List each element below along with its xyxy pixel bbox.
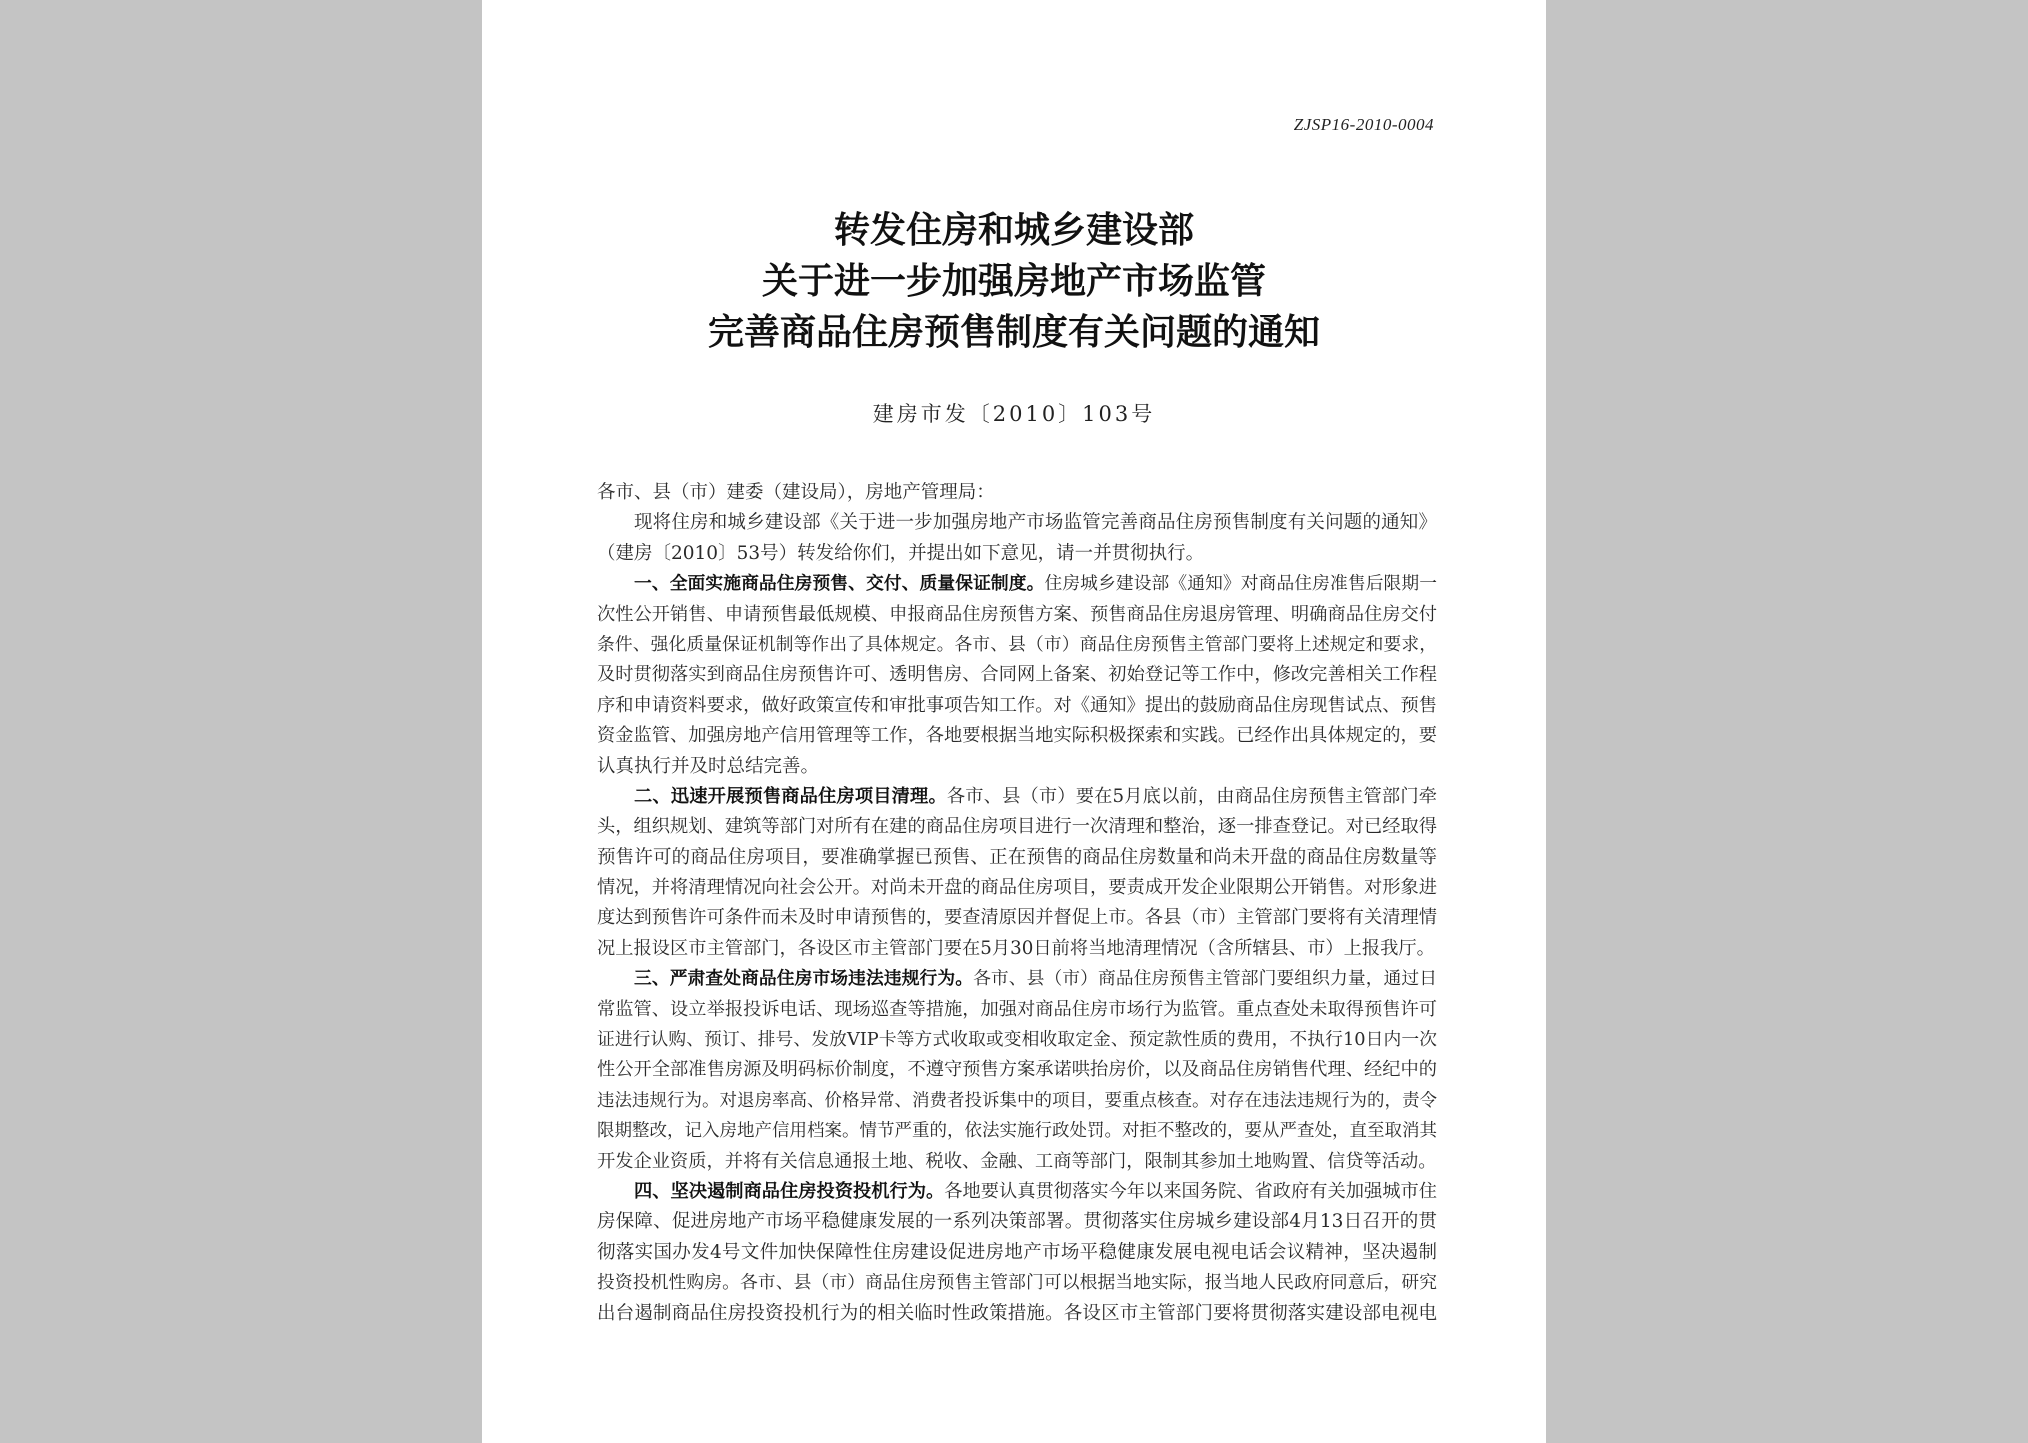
title-line: 转发住房和城乡建设部: [833, 209, 1194, 251]
line-text: 现将住房和城乡建设部《关于进一步加强房地产市场监管完善商品住房预售制度有关问题的通知》: [634, 512, 1437, 534]
line-text: 度达到预售许可条件而未及时申请预售的，要查清原因并督促上市。各县（市）主管部门要将有关清理情: [597, 907, 1437, 929]
body-line: [597, 691, 1437, 721]
body-line: [597, 1086, 1437, 1116]
line-text: 投资投机性购房。各市、县（市）商品住房预售主管部门可以根据当地实际，报当地人民政府同意后，研究: [597, 1273, 1437, 1294]
body-line: [597, 1147, 1437, 1177]
section-heading-line: [597, 964, 1437, 994]
body-line: [597, 660, 1437, 690]
section-heading: 三、严肃查处商品住房市场违法违规行为。: [634, 968, 974, 990]
section-heading: 一、全面实施商品住房预售、交付、质量保证制度。: [634, 573, 1045, 595]
body-line: [597, 600, 1437, 630]
line-text: 房保障、促进房地产市场平稳健康发展的一系列决策部署。贯彻落实住房城乡建设部4月13日召开的贯: [597, 1211, 1437, 1233]
body-line: [597, 478, 1437, 508]
body-line: [597, 903, 1437, 933]
body-line: [597, 1207, 1437, 1237]
line-text: 开发企业资质，并将有关信息通报土地、税收、金融、工商等部门，限制其参加土地购置、信贷等活动。: [597, 1150, 1437, 1172]
line-text: 认真执行并及时总结完善。: [597, 755, 820, 777]
line-text: 限期整改，记入房地产信用档案。情节严重的，依法实施行政处罚。对拒不整改的，要从严查处，直至取消其: [597, 1121, 1437, 1142]
document-code: ZJSP16-2010-0004: [1293, 115, 1434, 134]
line-text: 性公开全部准售房源及明码标价制度，不遵守预售方案承诺哄抬房价，以及商品住房销售代理、经纪中的: [597, 1059, 1437, 1081]
body-line: [597, 843, 1437, 873]
line-text: 序和申请资料要求，做好政策宣传和审批事项告知工作。对《通知》提出的鼓励商品住房现售试点、预售: [597, 694, 1437, 716]
section-heading-line: [597, 569, 1437, 599]
line-text: （建房〔2010〕53号）转发给你们，并提出如下意见，请一并贯彻执行。: [597, 542, 1205, 564]
line-text: 次性公开销售、申请预售最低规模、申报商品住房预售方案、预售商品住房退房管理、明确商品住房交付: [597, 603, 1437, 625]
body-line: [597, 539, 1437, 569]
document-body: [597, 478, 1437, 1329]
line-text: 各地要认真贯彻落实今年以来国务院、省政府有关加强城市住: [944, 1180, 1437, 1202]
body-line: [597, 1116, 1437, 1146]
document-number: 建房市发〔2010〕103号: [872, 402, 1156, 426]
title-line: 关于进一步加强房地产市场监管: [761, 260, 1266, 302]
line-text: 及时贯彻落实到商品住房预售许可、透明售房、合同网上备案、初始登记等工作中，修改完善相关工作程: [597, 664, 1437, 686]
body-line: [597, 752, 1437, 782]
section-heading-line: [597, 782, 1437, 812]
body-line: [597, 1025, 1437, 1055]
line-text: 常监管、设立举报投诉电话、现场巡查等措施，加强对商品住房市场行为监管。重点查处未取得预售许可: [597, 998, 1437, 1020]
line-text: 各市、县（市）商品住房预售主管部门要组织力量，通过日: [973, 969, 1437, 990]
line-text: 证进行认购、预订、排号、发放VIP卡等方式收取或变相收取定金、预定款性质的费用，不执行10日内一次: [597, 1030, 1437, 1051]
document-page: [482, 0, 1546, 1443]
section-heading-line: [597, 1177, 1437, 1207]
line-text: 预售许可的商品住房项目，要准确掌握已预售、正在预售的商品住房数量和尚未开盘的商品住房数量等: [597, 846, 1437, 868]
body-line: [597, 1055, 1437, 1085]
line-text: 情况，并将清理情况向社会公开。对尚未开盘的商品住房项目，要责成开发企业限期公开销售。对形象进: [597, 877, 1437, 899]
body-line: [597, 1268, 1437, 1298]
line-text: 况上报设区市主管部门，各设区市主管部门要在5月30日前将当地清理情况（含所辖县、市）上报我厅。: [597, 937, 1435, 959]
line-text: 各市、县（市）建委（建设局），房地产管理局：: [597, 482, 995, 503]
section-heading: 二、迅速开展预售商品住房项目清理。: [634, 785, 947, 807]
body-line: [597, 995, 1437, 1025]
body-line: [597, 812, 1437, 842]
line-text: 违法违规行为。对退房率高、价格异常、消费者投诉集中的项目，要重点核查。对存在违法违规行为的，责令: [597, 1090, 1437, 1111]
line-text: 条件、强化质量保证机制等作出了具体规定。各市、县（市）商品住房预售主管部门要将上述规定和要求，: [597, 634, 1437, 655]
document-title: [482, 205, 1546, 358]
body-line: [597, 721, 1437, 751]
line-text: 头，组织规划、建筑等部门对所有在建的商品住房项目进行一次清理和整治，逐一排查登记。对已经取得: [597, 816, 1437, 838]
body-line: [597, 1238, 1437, 1268]
body-line: [597, 873, 1437, 903]
body-line: [597, 508, 1437, 538]
body-line: [597, 1299, 1437, 1329]
section-heading: 四、坚决遏制商品住房投资投机行为。: [634, 1180, 945, 1202]
title-line: 完善商品住房预售制度有关问题的通知: [707, 311, 1320, 353]
body-line: [597, 934, 1437, 964]
line-text: 出台遏制商品住房投资投机行为的相关临时性政策措施。各设区市主管部门要将贯彻落实建设部电视电: [597, 1302, 1437, 1324]
body-line: [597, 630, 1437, 660]
line-text: 资金监管、加强房地产信用管理等工作，各地要根据当地实际积极探索和实践。已经作出具体规定的，要: [597, 725, 1437, 747]
line-text: 彻落实国办发4号文件加快保障性住房建设促进房地产市场平稳健康发展电视电话会议精神，坚决遏制: [597, 1241, 1437, 1263]
line-text: 各市、县（市）要在5月底以前，由商品住房预售主管部门牵: [946, 785, 1437, 807]
line-text: 住房城乡建设部《通知》对商品住房准售后限期一: [1044, 574, 1437, 595]
